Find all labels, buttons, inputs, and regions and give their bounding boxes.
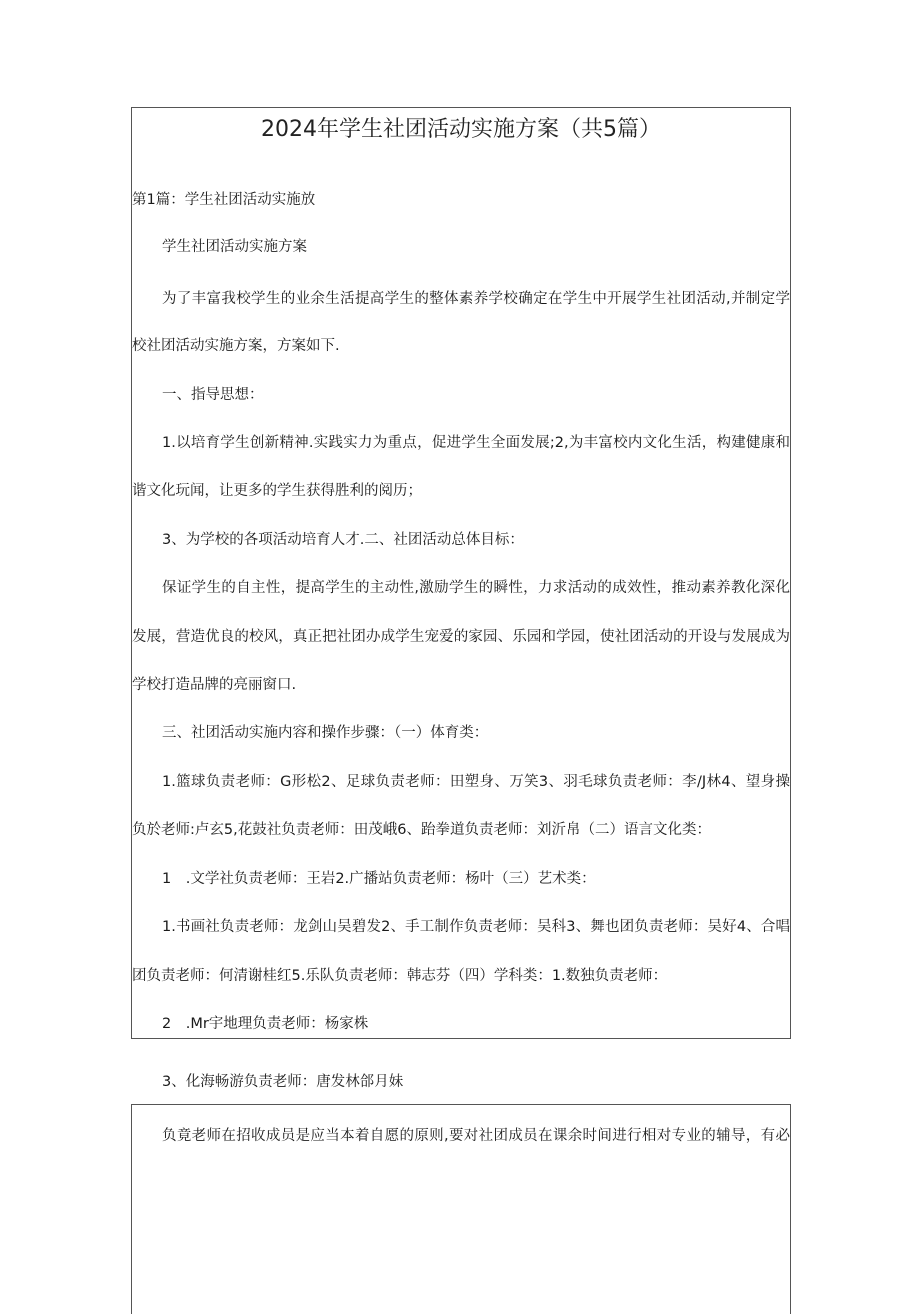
paragraph-line: 1 .文学社负责老师：王岩2.广播站负责老师：杨叶（三）艺术类： (162, 871, 596, 887)
paragraph-line: 学校打造品牌的亮丽窗口. (132, 677, 297, 693)
paragraph-line: 保证学生的自主性，提高学生的主动性,激励学生的瞬性，力求活动的成效性，推动素养教化深化 (162, 580, 790, 596)
paragraph-line: 团负责老师：何清谢桂红5.乐队负责老师：韩志芬（四）学科类：1.数独负责老师： (132, 968, 668, 984)
paragraph-line: 2 .Mr宇地理负责老师：杨家株 (162, 1016, 369, 1032)
paragraph-line: 负於老师:卢玄5,花鼓社负责老师：田茂峨6、跆拳道负责老师：刘沂帛（二）语言文化类： (132, 822, 711, 838)
document-title: 2024年学生社团活动实施方案（共5篇） (261, 117, 661, 142)
paragraph-line: 为了丰富我校学生的业余生活提高学生的整体素养学校确定在学生中开展学生社团活动,并制定学 (162, 291, 790, 307)
paragraph-line: 负竟老师在招收成员是应当本着自愿的原则,要对社团成员在课余时间进行相对专业的辅导，有必 (162, 1128, 790, 1144)
paragraph-line: 发展，营造优良的校风，真正把社团办成学生宠爱的家园、乐园和学园，使社团活动的开设与发展成为 (132, 629, 790, 645)
paragraph-line: 1.以培育学生创新精神.实践实力为重点，促进学生全面发展;2,为丰富校内文化生活，构建健康和 (162, 435, 790, 451)
paragraph-line: 1.书画社负责老师：龙剑山吴碧发2、手工制作负责老师：吴科3、舞也团负责老师：吴好4、合唱 (162, 919, 790, 935)
paragraph-line: 1.篮球负责老师：G形松2、足球负责老师：田塑身、万笑3、羽毛球负责老师：李/J林4、望身操 (162, 774, 790, 790)
paragraph-line: 校社团活动实施方案，方案如下. (132, 338, 340, 354)
section-heading: 三、社团活动实施内容和操作步骤：（一）体育类： (162, 725, 489, 741)
section-heading: 学生社团活动实施方案 (162, 239, 307, 255)
section-heading: 一、指导思想： (162, 387, 264, 403)
paragraph-line: 谐文化玩闻，让更多的学生获得胜利的阅历； (132, 483, 422, 499)
chapter-heading: 第1篇：学生社团活动实施放 (132, 192, 316, 208)
paragraph-line: 3、为学校的各项活动培育人才.二、社团活动总体目标： (162, 532, 524, 548)
paragraph-line: 3、化海畅游负责老师：唐发林郃月妹 (162, 1074, 404, 1090)
